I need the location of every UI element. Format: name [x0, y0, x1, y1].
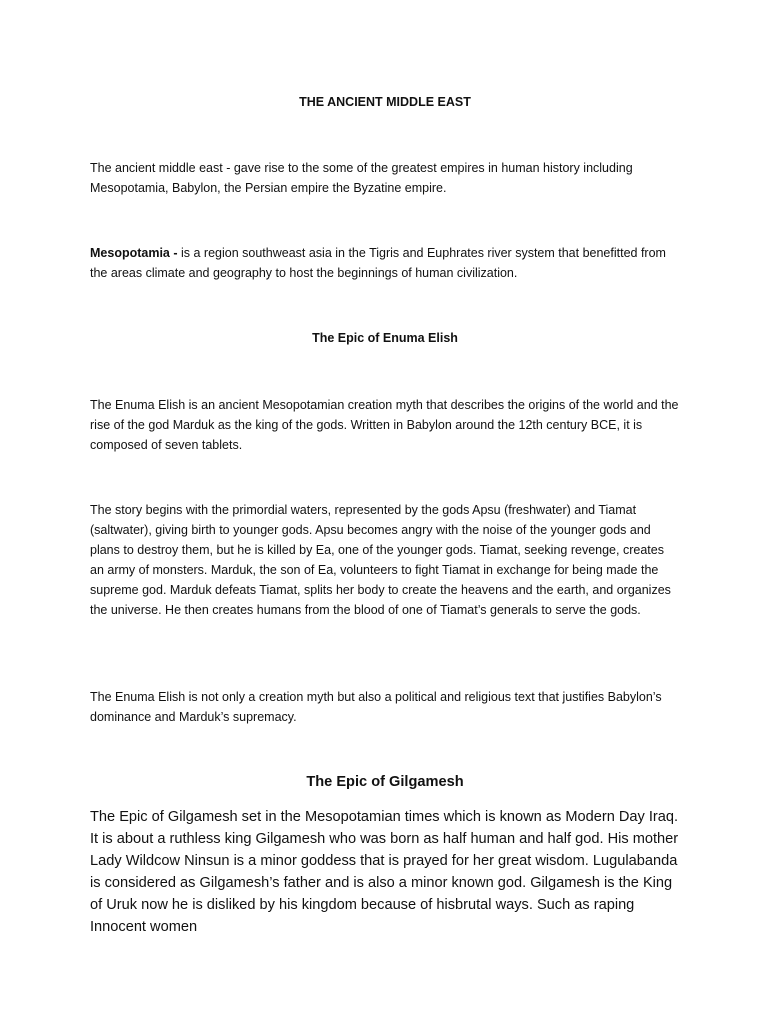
- gilgamesh-heading: The Epic of Gilgamesh: [306, 774, 464, 790]
- mesopotamia-term: Mesopotamia -: [90, 246, 178, 260]
- intro-paragraph: The ancient middle east - gave rise to the some of the greatest empires in human history including Mesopotamia, Babylon, the Persian empire the Byzatine empire.: [90, 161, 633, 195]
- enuma-elish-paragraph-3: The Enuma Elish is not only a creation myth but also a political and religious text that justifies Babylon’s dominance and Marduk’s supremacy.: [90, 690, 662, 724]
- mesopotamia-paragraph: [90, 243, 680, 283]
- gilgamesh-paragraph: The Epic of Gilgamesh set in the Mesopotamian times which is known as Modern Day Iraq. It is about a ruthless king Gilgamesh who was born as half human and half god. His mother Lady Wildcow Ninsun is a minor goddess that is prayed for her great wisdom. Lugulabanda is considered as Gilgamesh’s father and is also a minor known god. Gilgamesh is the King of Uruk now he is disliked by his kingdom because of hisbrutal ways. Such as raping Innocent women: [90, 809, 679, 935]
- enuma-elish-paragraph-2: The story begins with the primordial waters, represented by the gods Apsu (freshwater) and Tiamat (saltwater), giving birth to younger gods. Apsu becomes angry with the noise of the younger gods and plans to destroy them, but he is killed by Ea, one of the younger gods. Tiamat, seeking revenge, creates an army of monsters. Marduk, the son of Ea, volunteers to fight Tiamat in exchange for being made the supreme god. Marduk defeats Tiamat, splits her body to create the heavens and the earth, and organizes the universe. He then creates humans from the blood of one of Tiamat’s generals to serve the gods.: [90, 503, 671, 617]
- enuma-elish-paragraph-1: The Enuma Elish is an ancient Mesopotamian creation myth that describes the origins of the world and the rise of the god Marduk as the king of the gods. Written in Babylon around the 12th century BCE, it is composed of seven tablets.: [90, 398, 679, 452]
- mesopotamia-definition: is a region southweast asia in the Tigris and Euphrates river system that benefitted from the areas climate and geography to host the beginnings of human civilization.: [90, 246, 666, 280]
- enuma-elish-heading: The Epic of Enuma Elish: [312, 331, 458, 345]
- document-title: THE ANCIENT MIDDLE EAST: [299, 95, 471, 109]
